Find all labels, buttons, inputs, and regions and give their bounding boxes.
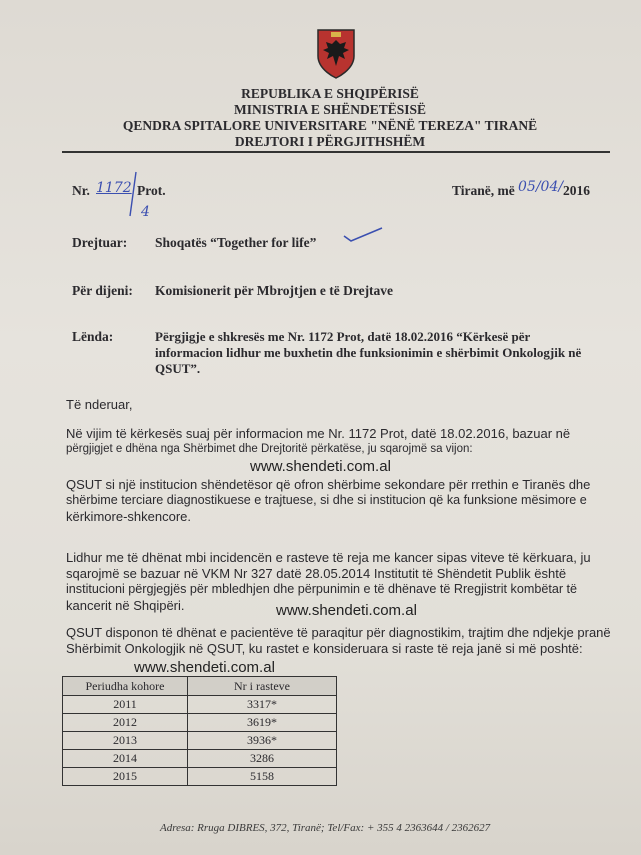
header-hospital: QENDRA SPITALORE UNIVERSITARE "NËNË TEREZA" TIRANË: [122, 118, 538, 133]
drejtuar-value: Shoqatës “Together for life”: [155, 235, 317, 250]
table-cell-cases: 3619*: [188, 714, 337, 732]
paragraph-3-line-2: sqarojmë se bazuar në VKM Nr 327 datë 28.05.2014 Institutit të Shëndetit Publik është: [66, 566, 567, 581]
table-row: [63, 696, 337, 714]
column-header-cases: Nr i rasteve: [188, 677, 337, 696]
header-director: DREJTORI I PËRGJITHSHËM: [234, 134, 426, 149]
table-cell-cases: 3936*: [188, 732, 337, 750]
paragraph-2-line-2: shërbime terciare diagnostikuese e trajtuese, si dhe si institucion që ka funksione mësimore e: [66, 493, 587, 507]
albanian-coat-of-arms-icon: [314, 26, 358, 80]
table-cell-year: 2014: [63, 750, 188, 768]
header-divider: [62, 151, 610, 153]
table-row: [63, 714, 337, 732]
column-header-period: Periudha kohore: [63, 677, 188, 696]
watermark-1: www.shendeti.com.al: [250, 458, 391, 475]
dijeni-value: Komisionerit për Mbrojtjen e të Drejtave: [155, 283, 394, 298]
subject-line-3: QSUT”.: [155, 361, 201, 376]
table-row: [63, 768, 337, 786]
drejtuar-label: Drejtuar:: [72, 235, 128, 250]
table-row: [63, 732, 337, 750]
paragraph-3-line-4: kancerit në Shqipëri.: [66, 598, 185, 613]
paragraph-1-line-2: përgjigjet e dhëna nga Shërbimet dhe Drejtoritë përkatëse, ju sqarojmë sa vijon:: [66, 443, 473, 455]
handwritten-date: 05/04/: [518, 179, 564, 195]
paragraph-4-line-1: QSUT disponon të dhënat e pacientëve të paraqitur për diagnostikim, trajtim dhe ndjekje pranë: [66, 625, 611, 640]
paragraph-1-line-1: Në vijim të kërkesës suaj për informacion me Nr. 1172 Prot, datë 18.02.2016, bazuar në: [66, 426, 571, 441]
table-cell-year: 2012: [63, 714, 188, 732]
table-row: [63, 750, 337, 768]
watermark-3: www.shendeti.com.al: [134, 659, 275, 676]
subject-line-2: informacion lidhur me buxhetin dhe funksionimin e shërbimit Onkologjik në: [155, 345, 582, 360]
table-cell-cases: 3286: [188, 750, 337, 768]
protocol-number: 1172: [96, 180, 132, 196]
header-country: REPUBLIKA E SHQIPËRISË: [241, 86, 419, 101]
table-cell-cases: 3317*: [188, 696, 337, 714]
paragraph-3-line-3: institucioni përgjegjës për mbledhjen dhe përpunimin e të dhënave të Rregjistrit kombëtar të: [66, 582, 578, 596]
prot-label: Prot.: [137, 183, 166, 198]
footer-address: Adresa: Rruga DIBRES, 372, Tiranë; Tel/Fax: + 355 4 2363644 / 2362627: [160, 822, 491, 834]
paragraph-4-line-2: Shërbimit Onkologjik në QSUT, ku rastet e konsideruara si raste të reja janë si më poshtë:: [66, 641, 583, 656]
greeting: Të nderuar,: [66, 397, 133, 412]
letterhead: [60, 86, 600, 150]
handwritten-slash-icon: [126, 170, 140, 220]
table-cell-year: 2013: [63, 732, 188, 750]
paragraph-3-line-1: Lidhur me të dhënat mbi incidencën e rasteve të reja me kancer sipas viteve të kërkuara, ju: [66, 550, 591, 565]
subject-line-1: Përgjigje e shkresës me Nr. 1172 Prot, datë 18.02.2016 “Kërkesë për: [155, 329, 531, 344]
dijeni-label: Për dijeni:: [72, 283, 133, 298]
table-header-row: [63, 677, 337, 696]
place-label: Tiranë, më: [452, 183, 515, 198]
new-cases-table: [62, 676, 337, 786]
nr-label: Nr.: [72, 183, 90, 198]
handwritten-check-icon: [342, 226, 386, 244]
table-cell-year: 2011: [63, 696, 188, 714]
header-ministry: MINISTRIA E SHËNDETËSISË: [233, 102, 427, 117]
date-year: 2016: [563, 183, 590, 198]
paragraph-2-line-3: kërkimore-shkencore.: [66, 509, 191, 524]
paragraph-2-line-1: QSUT si një institucion shëndetësor që ofron shërbime sekondare për rrethin e Tiranës dhe: [66, 477, 591, 492]
table-cell-year: 2015: [63, 768, 188, 786]
protocol-sub-number: 4: [141, 204, 150, 220]
table-cell-cases: 5158: [188, 768, 337, 786]
subject-label: Lënda:: [72, 329, 114, 344]
watermark-2: www.shendeti.com.al: [276, 602, 417, 619]
